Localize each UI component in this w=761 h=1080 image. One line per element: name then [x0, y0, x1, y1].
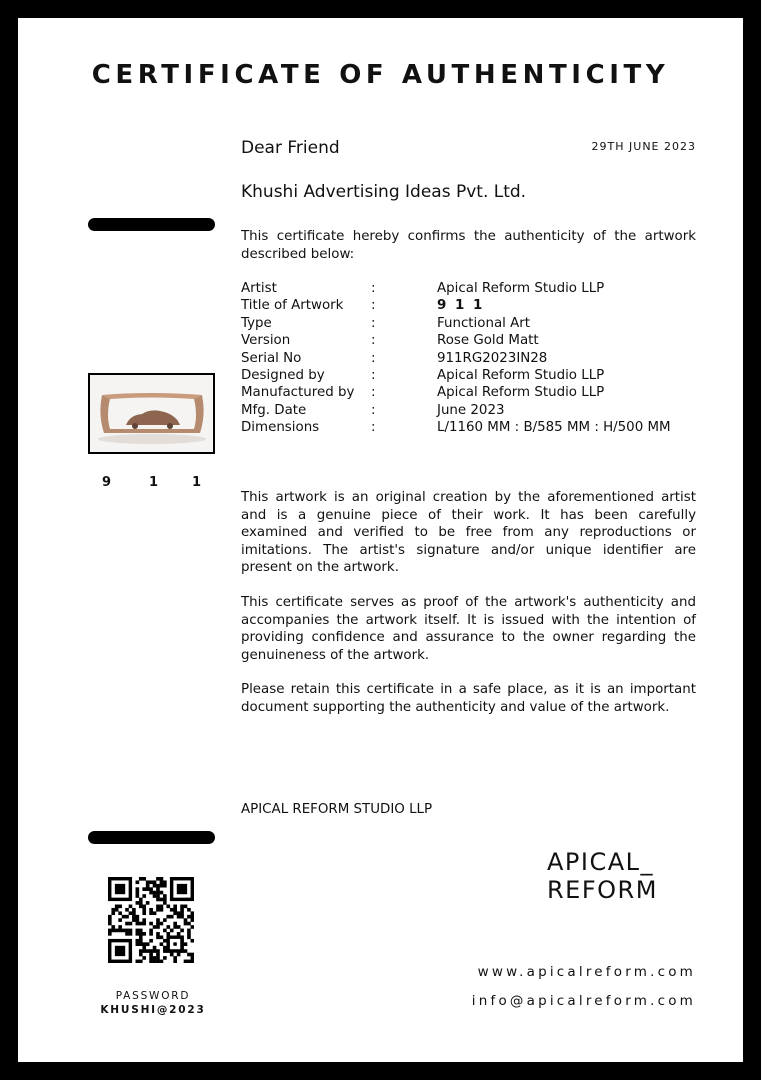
- greeting: Dear Friend: [241, 138, 340, 158]
- detail-separator: :: [371, 420, 376, 436]
- detail-value: 9 1 1: [437, 298, 485, 314]
- detail-label: Mfg. Date: [241, 402, 307, 418]
- detail-label: Serial No: [241, 350, 302, 366]
- logo-line-reform: REFORM: [547, 876, 658, 904]
- detail-label: Title of Artwork: [241, 298, 344, 314]
- detail-value: 911RG2023IN28: [437, 350, 548, 366]
- detail-separator: :: [371, 281, 376, 296]
- brand-logo: [547, 848, 658, 904]
- caption-digit: 1: [149, 475, 159, 490]
- paragraph-proof: This certificate serves as proof of the artwork's authenticity and accompanies the artwork itself. It is issued with the intention of providing confidence and assurance to the owner regarding the genuineness of the artwork.: [241, 595, 696, 663]
- detail-label: Type: [241, 315, 272, 331]
- paragraph-originality: This artwork is an original creation by the aforementioned artist and is a genuine piece of their work. It has been carefully examined and verified to be free from any reproductions or imitations. The artist's signature and/or unique identifier are present on the artwork.: [241, 490, 696, 575]
- detail-value: Apical Reform Studio LLP: [437, 281, 605, 296]
- intro-text: This certificate hereby confirms the authenticity of the artwork described below:: [241, 229, 696, 262]
- password-value: KHUSHI@2023: [100, 1004, 206, 1016]
- artwork-image: [90, 375, 213, 452]
- certificate-title: CERTIFICATE OF AUTHENTICITY: [91, 60, 670, 90]
- detail-separator: :: [371, 315, 376, 331]
- detail-label: Manufactured by: [241, 385, 355, 401]
- detail-separator: :: [371, 350, 376, 366]
- detail-label: Artist: [241, 281, 277, 296]
- website-link[interactable]: www.apicalreform.com: [477, 964, 696, 980]
- detail-value: Rose Gold Matt: [437, 333, 539, 349]
- caption-digit: 1: [192, 475, 202, 490]
- recipient-company: Khushi Advertising Ideas Pvt. Ltd.: [241, 182, 527, 202]
- detail-separator: :: [371, 298, 376, 314]
- detail-label: Designed by: [241, 367, 325, 383]
- certificate-date: 29TH JUNE 2023: [591, 140, 696, 153]
- paragraph-retain: Please retain this certificate in a safe place, as it is an important document supporting the authenticity and value of the artwork.: [241, 682, 696, 715]
- password-label: PASSWORD: [115, 990, 191, 1002]
- detail-value: Functional Art: [437, 315, 531, 331]
- certificate-sheet: [18, 18, 743, 1062]
- decorative-bar-bottom: [88, 831, 215, 844]
- detail-separator: :: [371, 402, 376, 418]
- qr-code-icon: [108, 877, 194, 963]
- issuer-name: APICAL REFORM STUDIO LLP: [241, 802, 433, 817]
- detail-value: Apical Reform Studio LLP: [437, 367, 605, 383]
- qr-code-graphic: [108, 877, 194, 963]
- email-link[interactable]: info@apicalreform.com: [471, 993, 696, 1009]
- detail-separator: :: [371, 333, 376, 349]
- detail-separator: :: [371, 367, 376, 383]
- decorative-bar-top: [88, 218, 215, 231]
- detail-value: Apical Reform Studio LLP: [437, 385, 605, 401]
- detail-separator: :: [371, 385, 376, 401]
- detail-label: Dimensions: [241, 420, 320, 436]
- caption-digit: 9: [102, 475, 112, 490]
- detail-value: June 2023: [437, 402, 505, 418]
- password-block: [78, 989, 228, 1017]
- logo-line-apical: APICAL_: [547, 848, 655, 876]
- detail-value: L/1160 MM : B/585 MM : H/500 MM: [437, 420, 671, 436]
- artwork-thumbnail: [88, 373, 215, 454]
- detail-label: Version: [241, 333, 291, 349]
